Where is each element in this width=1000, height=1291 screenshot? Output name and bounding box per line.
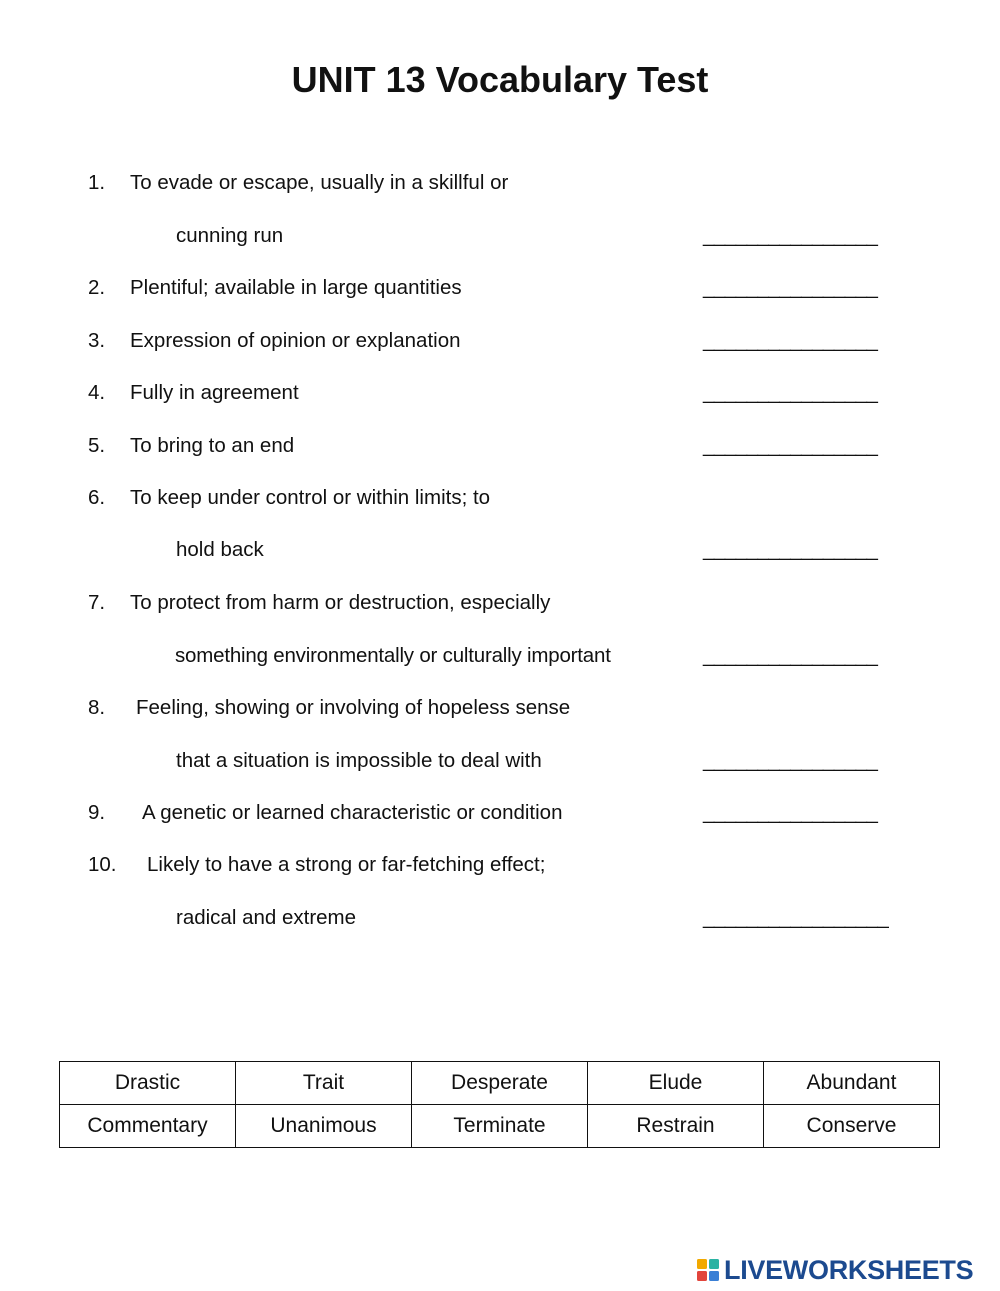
question-9-text: A genetic or learned characteristic or condition: [142, 801, 563, 824]
question-7-text-cont: something environmentally or culturally important: [175, 644, 611, 667]
question-4-number: 4.: [88, 381, 106, 404]
question-2-number: 2.: [88, 276, 106, 299]
page-title: UNIT 13 Vocabulary Test: [291, 59, 709, 100]
word-bank-row: [60, 1062, 940, 1105]
question-9-number: 9.: [88, 801, 106, 824]
question-4-text: Fully in agreement: [130, 381, 299, 404]
question-1-text-cont: cunning run: [176, 224, 284, 247]
question-1-text: To evade or escape, usually in a skillful or: [130, 171, 509, 194]
word-bank-cell: Commentary: [60, 1105, 236, 1148]
word-bank-cell: Elude: [588, 1062, 764, 1105]
answer-blank-1[interactable]: ________________: [703, 224, 878, 247]
question-6-text: To keep under control or within limits; to: [130, 486, 491, 509]
word-bank-cell: Drastic: [60, 1062, 236, 1105]
question-8-text-cont: that a situation is impossible to deal with: [176, 749, 542, 772]
word-bank-cell: Conserve: [764, 1105, 940, 1148]
word-bank-cell: Abundant: [764, 1062, 940, 1105]
question-5-text: To bring to an end: [130, 434, 295, 457]
question-8-text: Feeling, showing or involving of hopeless sense: [136, 696, 571, 719]
question-8-number: 8.: [88, 696, 106, 719]
word-bank-cell: Desperate: [412, 1062, 588, 1105]
word-bank-row: [60, 1105, 940, 1148]
answer-blank-4[interactable]: ________________: [703, 381, 878, 404]
question-2-text: Plentiful; available in large quantities: [130, 276, 462, 299]
question-10-text-cont: radical and extreme: [176, 906, 357, 929]
liveworksheets-brand[interactable]: [696, 1254, 973, 1286]
question-6-text-cont: hold back: [176, 538, 264, 561]
question-3-number: 3.: [88, 329, 106, 352]
answer-blank-6[interactable]: ________________: [703, 538, 878, 561]
answer-blank-10[interactable]: _________________: [703, 906, 889, 929]
brand-name: LIVEWORKSHEETS: [724, 1254, 974, 1285]
question-10-number: 10.: [88, 853, 117, 876]
word-bank-cell: Restrain: [588, 1105, 764, 1148]
answer-blank-7[interactable]: ________________: [703, 644, 878, 667]
question-3-text: Expression of opinion or explanation: [130, 329, 461, 352]
word-bank-cell: Terminate: [412, 1105, 588, 1148]
answer-blank-8[interactable]: ________________: [703, 749, 878, 772]
question-5-number: 5.: [88, 434, 106, 457]
liveworksheets-logo-icon: [696, 1258, 720, 1282]
word-bank-table: [59, 1061, 940, 1148]
question-6-number: 6.: [88, 486, 106, 509]
word-bank-cell: Trait: [236, 1062, 412, 1105]
question-7-text: To protect from harm or destruction, especially: [130, 591, 551, 614]
question-1-number: 1.: [88, 171, 106, 194]
word-bank-cell: Unanimous: [236, 1105, 412, 1148]
question-10-text: Likely to have a strong or far-fetching effect;: [147, 853, 546, 876]
answer-blank-3[interactable]: ________________: [703, 329, 878, 352]
question-7-number: 7.: [88, 591, 106, 614]
answer-blank-9[interactable]: ________________: [703, 801, 878, 824]
answer-blank-5[interactable]: ________________: [703, 434, 878, 457]
answer-blank-2[interactable]: ________________: [703, 276, 878, 299]
